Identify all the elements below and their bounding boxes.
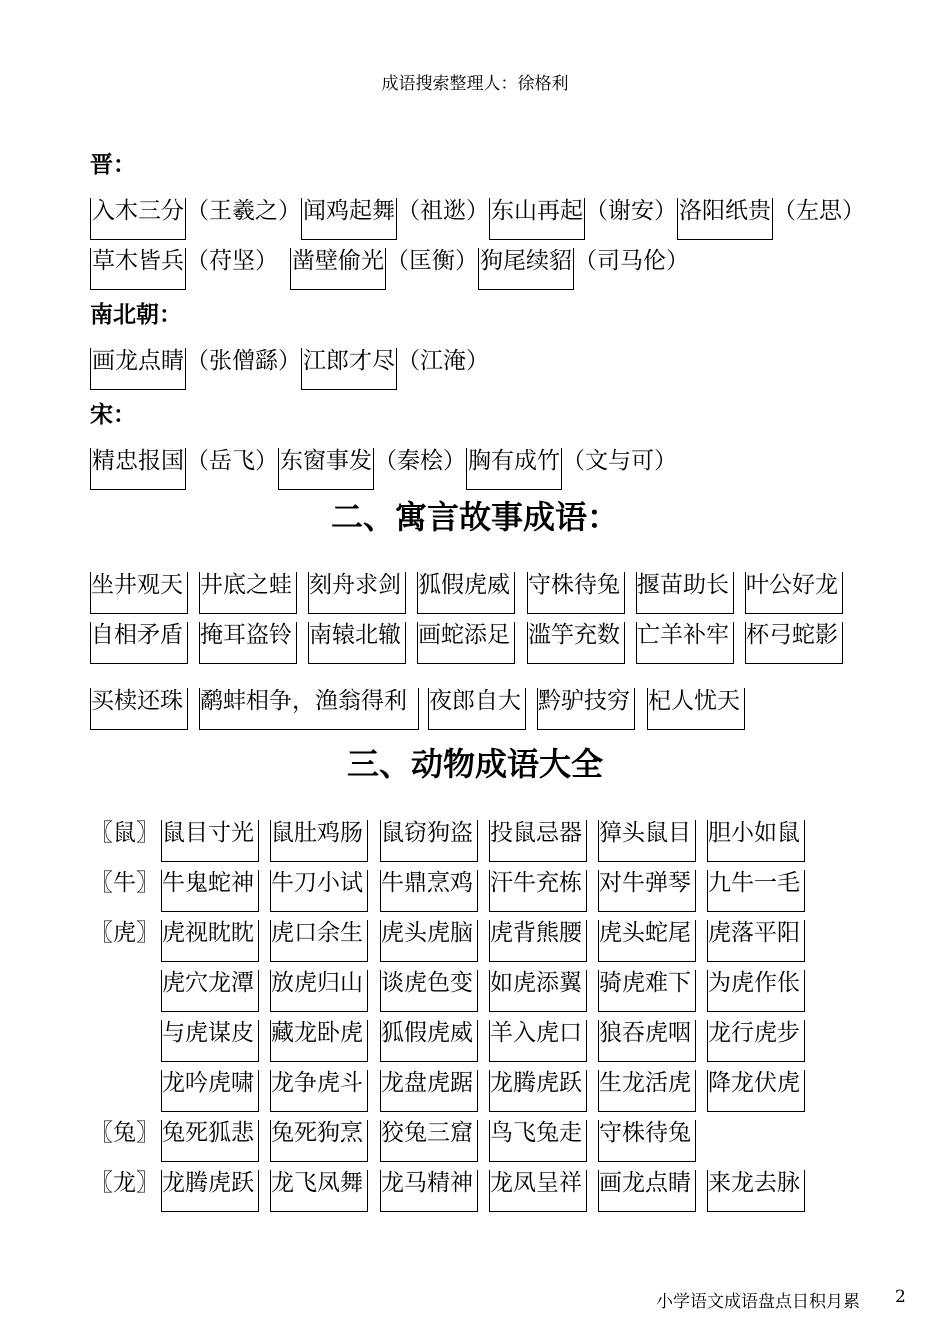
animal-row-tiger-3 xyxy=(90,1020,810,1068)
section-label-nanbeichao: 南北朝： xyxy=(90,302,182,328)
idiom-box: 如虎添翼 xyxy=(489,970,587,1012)
animal-row-tiger-1 xyxy=(90,920,810,968)
idiom-box: 鹬蚌相争，渔翁得利 xyxy=(199,688,419,730)
fable-row-2 xyxy=(90,622,850,670)
idiom-box: 闻鸡起舞 xyxy=(301,198,397,240)
idiom-box: 龙吟虎啸 xyxy=(161,1070,259,1112)
idiom-box: 狐假虎威 xyxy=(417,572,515,614)
idiom-box: 投鼠忌器 xyxy=(489,820,587,862)
animal-row-ox xyxy=(90,870,810,918)
idiom-box: 南辕北辙 xyxy=(308,622,406,664)
person-name: （王羲之） xyxy=(186,198,301,224)
animal-label: 〖虎〗 xyxy=(90,920,159,946)
idiom-box: 刻舟求剑 xyxy=(308,572,406,614)
idiom-box: 守株待兔 xyxy=(598,1120,696,1162)
idiom-box: 虎头蛇尾 xyxy=(598,920,696,962)
person-name: （文与可） xyxy=(562,448,677,474)
idiom-box: 虎口余生 xyxy=(270,920,368,962)
animal-label: 〖牛〗 xyxy=(90,870,159,896)
person-name: （秦桧） xyxy=(374,448,466,474)
idiom-box: 狼吞虎咽 xyxy=(598,1020,696,1062)
section-label-song: 宋： xyxy=(90,402,136,428)
idiom-box: 杯弓蛇影 xyxy=(745,622,843,664)
idiom-box: 胆小如鼠 xyxy=(707,820,805,862)
person-name: （江淹） xyxy=(397,348,489,374)
animal-section-title: 三、动物成语大全 xyxy=(346,745,603,783)
idiom-box: 汗牛充栋 xyxy=(489,870,587,912)
idiom-box: 井底之蛙 xyxy=(199,572,297,614)
nanbeichao-row-1 xyxy=(90,348,489,390)
idiom-box: 虎穴龙潭 xyxy=(161,970,259,1012)
idiom-box: 自相矛盾 xyxy=(90,622,188,664)
idiom-box: 叶公好龙 xyxy=(745,572,843,614)
animal-row-dragon xyxy=(90,1170,810,1218)
idiom-box: 对牛弹琴 xyxy=(598,870,696,912)
idiom-box: 揠苗助长 xyxy=(636,572,734,614)
idiom-box: 牛鼎烹鸡 xyxy=(380,870,478,912)
idiom-box: 东窗事发 xyxy=(278,448,374,490)
idiom-box: 鸟飞兔走 xyxy=(489,1120,587,1162)
idiom-box: 买椟还珠 xyxy=(90,688,188,730)
idiom-box: 洛阳纸贵 xyxy=(677,198,773,240)
person-name: （匡衡） xyxy=(386,248,478,274)
animal-row-tiger-2 xyxy=(90,970,810,1018)
page-number: 2 xyxy=(895,1287,906,1307)
idiom-box: 虎背熊腰 xyxy=(489,920,587,962)
idiom-box: 画蛇添足 xyxy=(417,622,515,664)
idiom-box: 狐假虎威 xyxy=(380,1020,478,1062)
person-name: （司马伦） xyxy=(574,248,689,274)
idiom-box: 坐井观天 xyxy=(90,572,188,614)
idiom-box: 骑虎难下 xyxy=(598,970,696,1012)
idiom-box: 龙盘虎踞 xyxy=(380,1070,478,1112)
animal-row-rat xyxy=(90,820,810,868)
idiom-box: 生龙活虎 xyxy=(598,1070,696,1112)
idiom-box: 牛刀小试 xyxy=(270,870,368,912)
idiom-box: 龙凤呈祥 xyxy=(489,1170,587,1212)
idiom-box: 来龙去脉 xyxy=(707,1170,805,1212)
idiom-box: 杞人忧天 xyxy=(647,688,745,730)
idiom-box: 亡羊补牢 xyxy=(636,622,734,664)
person-name: （祖逖） xyxy=(397,198,489,224)
fable-row-3 xyxy=(90,688,850,736)
idiom-box: 龙腾虎跃 xyxy=(161,1170,259,1212)
idiom-box: 獐头鼠目 xyxy=(598,820,696,862)
idiom-box: 草木皆兵 xyxy=(90,248,186,290)
idiom-box: 龙飞凤舞 xyxy=(270,1170,368,1212)
idiom-box: 放虎归山 xyxy=(270,970,368,1012)
idiom-box: 狗尾续貂 xyxy=(478,248,574,290)
fable-row-1 xyxy=(90,572,850,620)
idiom-box: 为虎作伥 xyxy=(707,970,805,1012)
idiom-box: 黔驴技穷 xyxy=(537,688,635,730)
idiom-box: 掩耳盗铃 xyxy=(199,622,297,664)
animal-label: 〖龙〗 xyxy=(90,1170,159,1196)
idiom-box: 牛鬼蛇神 xyxy=(161,870,259,912)
idiom-box: 画龙点睛 xyxy=(598,1170,696,1212)
jin-row-2 xyxy=(90,248,689,290)
animal-row-rabbit xyxy=(90,1120,810,1168)
idiom-box: 九牛一毛 xyxy=(707,870,805,912)
idiom-box: 凿壁偷光 xyxy=(290,248,386,290)
idiom-box: 夜郎自大 xyxy=(428,688,526,730)
idiom-box: 鼠肚鸡肠 xyxy=(270,820,368,862)
person-name: （左思） xyxy=(773,198,865,224)
fable-section-title: 二、寓言故事成语： xyxy=(330,498,619,536)
animal-label: 〖鼠〗 xyxy=(90,820,159,846)
idiom-box: 鼠窃狗盗 xyxy=(380,820,478,862)
page-header: 成语搜索整理人：徐格利 xyxy=(381,74,569,94)
person-name: （张僧繇） xyxy=(186,348,301,374)
idiom-box: 鼠目寸光 xyxy=(161,820,259,862)
idiom-box: 羊入虎口 xyxy=(489,1020,587,1062)
idiom-box: 东山再起 xyxy=(489,198,585,240)
idiom-box: 龙腾虎跃 xyxy=(489,1070,587,1112)
idiom-box: 狡兔三窟 xyxy=(380,1120,478,1162)
person-name: （岳飞） xyxy=(186,448,278,474)
idiom-box: 虎头虎脑 xyxy=(380,920,478,962)
page-footer: 小学语文成语盘点日积月累 xyxy=(656,1292,860,1312)
idiom-box: 画龙点睛 xyxy=(90,348,186,390)
idiom-box: 降龙伏虎 xyxy=(707,1070,805,1112)
idiom-box: 兔死狐悲 xyxy=(161,1120,259,1162)
idiom-box: 与虎谋皮 xyxy=(161,1020,259,1062)
idiom-box: 龙马精神 xyxy=(380,1170,478,1212)
idiom-box: 入木三分 xyxy=(90,198,186,240)
animal-row-tiger-4 xyxy=(90,1070,810,1118)
animal-label: 〖兔〗 xyxy=(90,1120,159,1146)
idiom-box: 滥竽充数 xyxy=(527,622,625,664)
idiom-box: 龙行虎步 xyxy=(707,1020,805,1062)
song-row-1 xyxy=(90,448,677,490)
person-name: （谢安） xyxy=(585,198,677,224)
idiom-box: 精忠报国 xyxy=(90,448,186,490)
idiom-box: 虎视眈眈 xyxy=(161,920,259,962)
jin-row-1 xyxy=(90,198,865,240)
section-label-jin: 晋： xyxy=(90,152,136,178)
idiom-box: 藏龙卧虎 xyxy=(270,1020,368,1062)
idiom-box: 龙争虎斗 xyxy=(270,1070,368,1112)
idiom-box: 守株待兔 xyxy=(527,572,625,614)
person-name: （苻坚） xyxy=(186,248,278,274)
idiom-box: 胸有成竹 xyxy=(466,448,562,490)
idiom-box: 谈虎色变 xyxy=(380,970,478,1012)
idiom-box: 江郎才尽 xyxy=(301,348,397,390)
idiom-box: 兔死狗烹 xyxy=(270,1120,368,1162)
idiom-box: 虎落平阳 xyxy=(707,920,805,962)
